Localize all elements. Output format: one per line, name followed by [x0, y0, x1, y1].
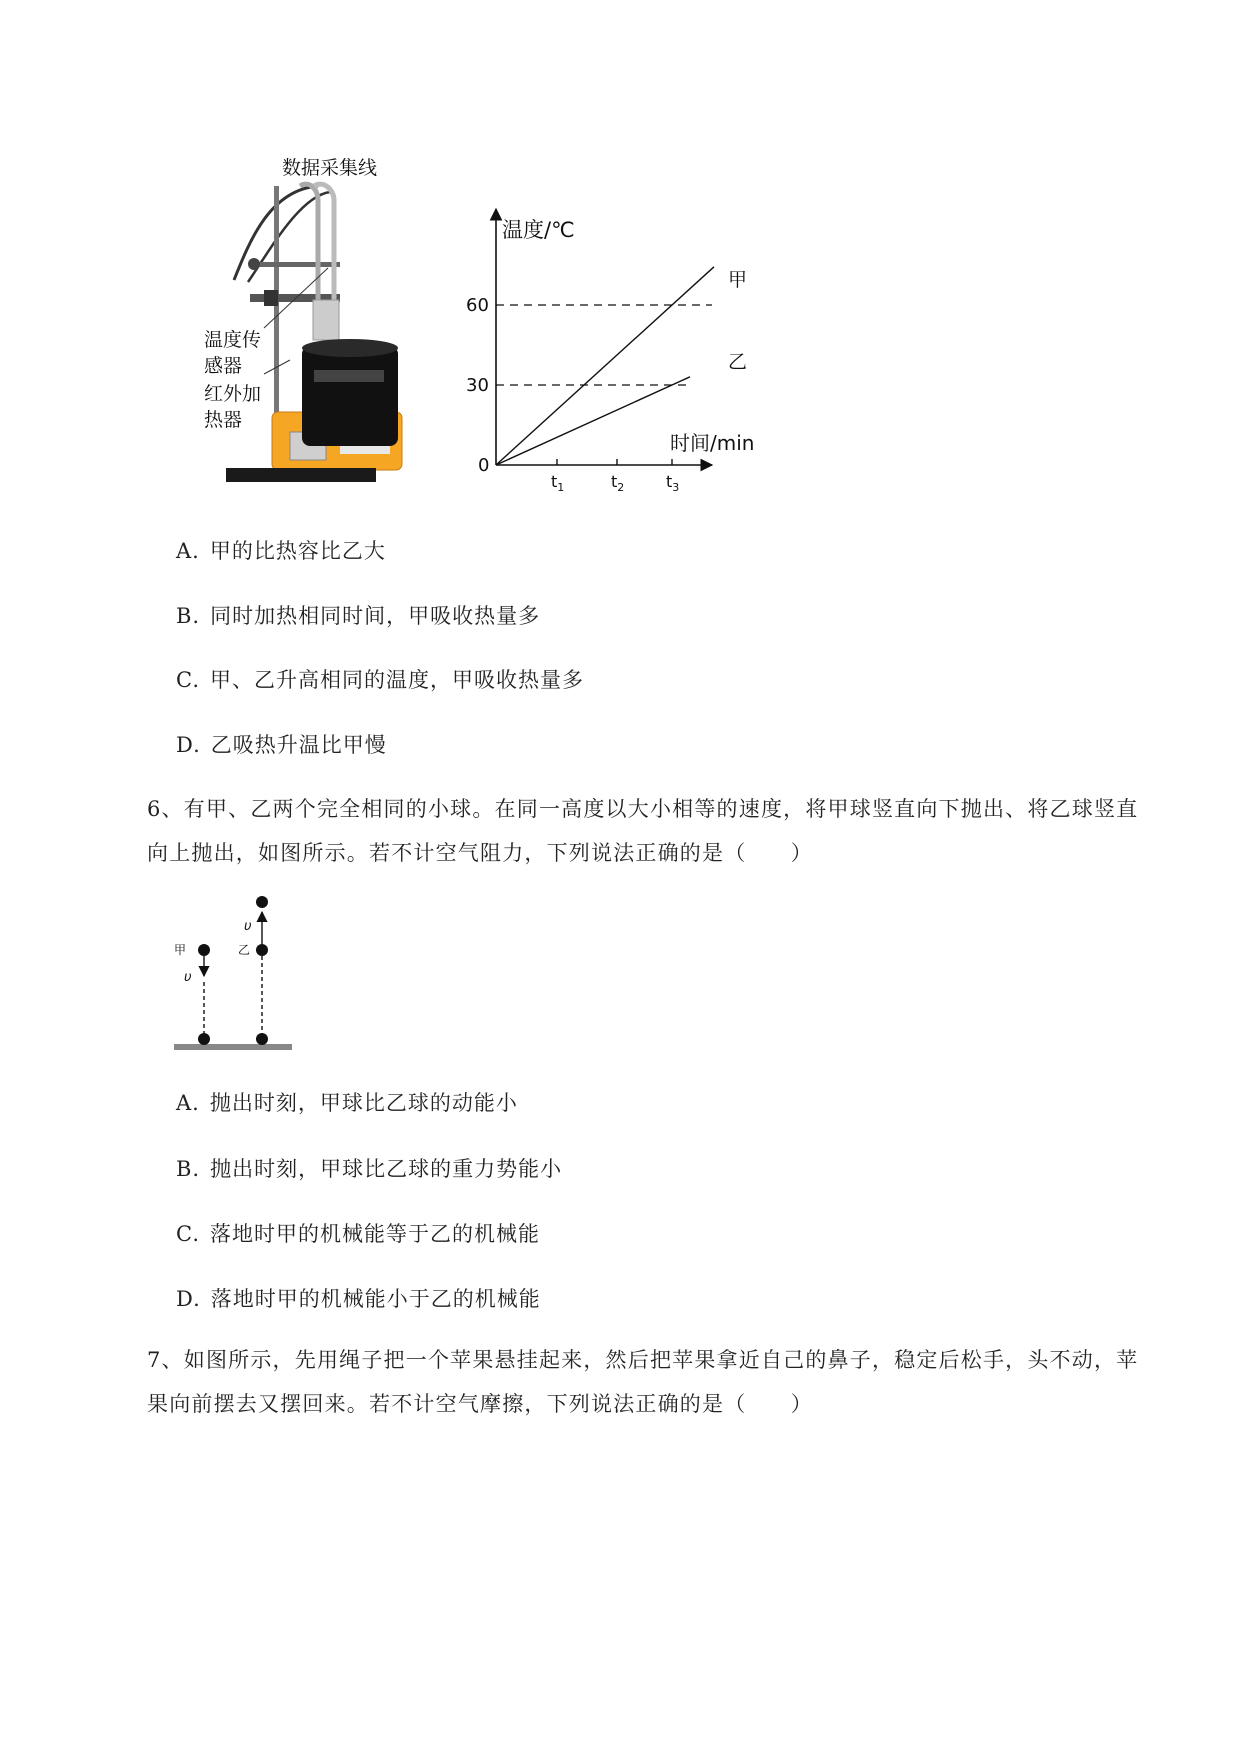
option-text: 甲的比热容比乙大	[209, 539, 386, 563]
label-data-cable: 数据采集线	[282, 157, 378, 179]
option-text: 甲、乙升高相同的温度，甲吸收热量多	[210, 668, 584, 692]
q6-option-d[interactable]	[176, 1283, 541, 1313]
temperature-time-chart	[462, 205, 782, 495]
y-axis-label: 温度/℃	[502, 218, 575, 242]
q5-option-b[interactable]	[176, 600, 540, 630]
ball-throw-figure	[170, 888, 300, 1058]
option-letter: A.	[176, 539, 200, 563]
option-text: 乙吸热升温比甲慢	[210, 733, 387, 757]
label-temp-sensor-1: 温度传	[204, 329, 262, 351]
option-text: 落地时甲的机械能等于乙的机械能	[210, 1222, 540, 1246]
x-tick-label: $t_2$	[611, 472, 625, 494]
heating-apparatus-figure	[204, 150, 440, 490]
q6-option-a[interactable]	[176, 1087, 518, 1117]
option-text: 抛出时刻，甲球比乙球的动能小	[209, 1091, 518, 1115]
q5-option-d[interactable]	[176, 729, 387, 759]
option-text: 落地时甲的机械能小于乙的机械能	[210, 1287, 541, 1311]
q6-option-c[interactable]	[176, 1218, 540, 1248]
ball-label-jia: 甲	[174, 943, 187, 957]
velocity-label-yi: υ	[244, 919, 252, 934]
ball-jia-ground	[198, 1033, 210, 1045]
option-letter: A.	[176, 1091, 200, 1115]
y-tick-label: 30	[466, 375, 489, 396]
ball-yi-ground	[256, 1033, 268, 1045]
question-line: 果向前摆去又摆回来。若不计空气摩擦，下列说法正确的是（ ）	[147, 1392, 813, 1416]
q5-option-c[interactable]	[176, 664, 584, 694]
series-label-yi: 乙	[728, 351, 748, 373]
question-line: 向上抛出，如图所示。若不计空气阻力，下列说法正确的是（ ）	[147, 841, 813, 865]
question-6-stem	[147, 787, 1157, 875]
series-label-jia: 甲	[728, 269, 748, 291]
question-7-stem	[147, 1338, 1157, 1426]
option-letter: C.	[176, 668, 200, 692]
q5-option-a[interactable]	[176, 535, 386, 565]
ball-yi-top	[256, 896, 268, 908]
x-tick-label: $t_1$	[551, 472, 565, 494]
x-axis-label: 时间/min	[670, 431, 755, 455]
option-letter: D.	[176, 733, 201, 757]
question-line: 7、如图所示，先用绳子把一个苹果悬挂起来，然后把苹果拿近自己的鼻子，稳定后松手，头不动，苹	[147, 1348, 1139, 1372]
ball-yi-start	[256, 944, 268, 956]
option-letter: C.	[176, 1222, 200, 1246]
origin-label: 0	[478, 455, 490, 476]
q6-option-b[interactable]	[176, 1153, 562, 1183]
option-letter: B.	[176, 604, 201, 628]
label-temp-sensor-2: 感器	[204, 355, 243, 377]
label-heater-2: 热器	[204, 409, 243, 431]
series-line-yi	[496, 377, 690, 465]
option-text: 抛出时刻，甲球比乙球的重力势能小	[210, 1157, 563, 1181]
label-heater-1: 红外加	[204, 383, 262, 405]
x-tick-label: $t_3$	[666, 472, 680, 494]
option-text: 同时加热相同时间，甲吸收热量多	[210, 604, 541, 628]
ball-jia-start	[198, 944, 210, 956]
velocity-label-jia: υ	[184, 970, 192, 985]
ball-label-yi: 乙	[238, 943, 251, 957]
question-line: 6、有甲、乙两个完全相同的小球。在同一高度以大小相等的速度，将甲球竖直向下抛出、将乙球竖直	[147, 797, 1139, 821]
option-letter: D.	[176, 1287, 201, 1311]
option-letter: B.	[176, 1157, 201, 1181]
y-tick-label: 60	[466, 295, 489, 316]
